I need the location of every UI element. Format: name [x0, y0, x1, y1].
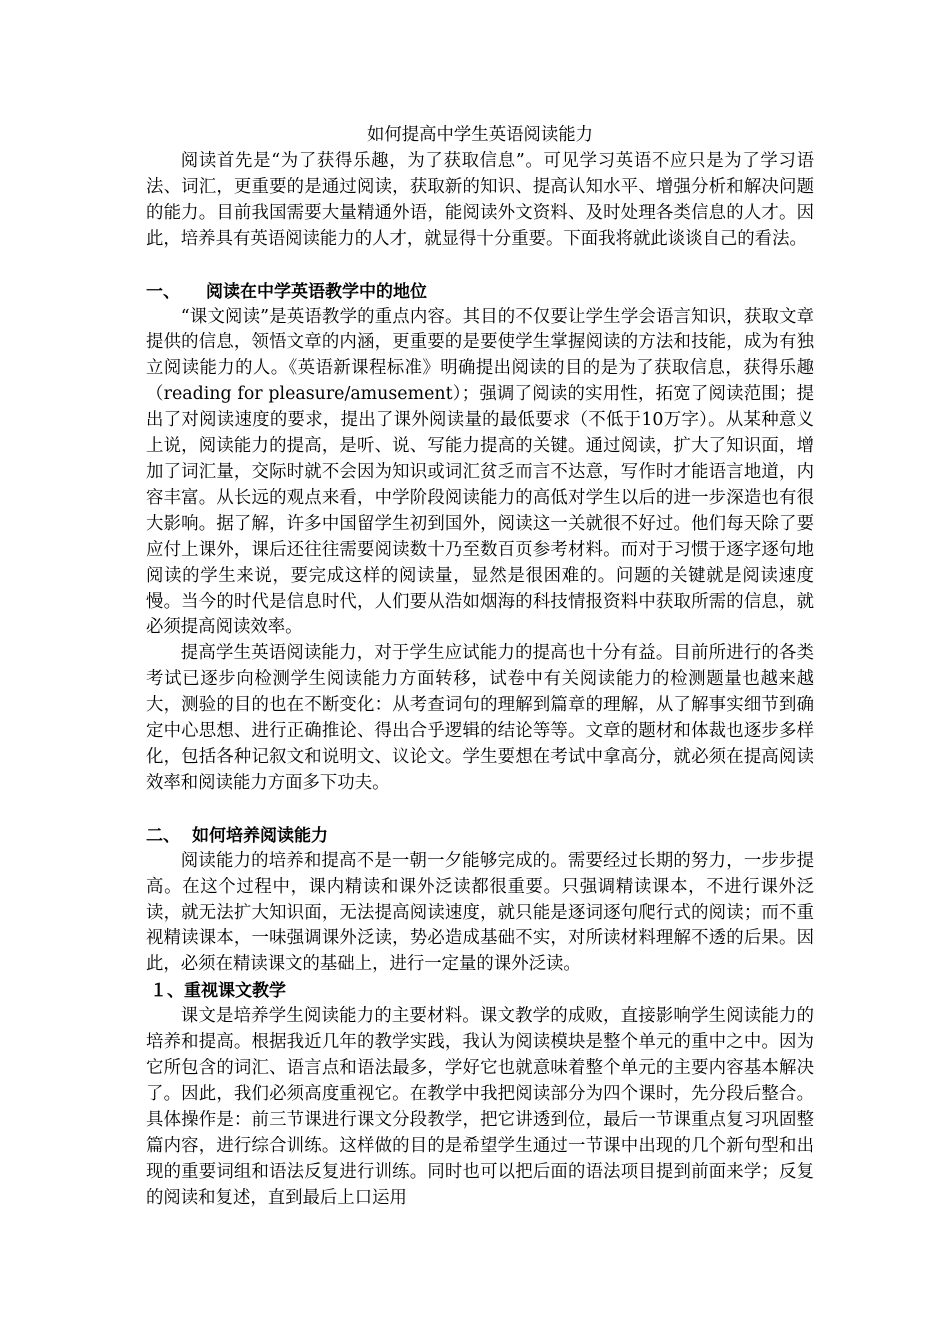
spacer [146, 797, 814, 823]
section-1-number: 一、 [146, 281, 180, 302]
section-2-paragraph-1: 阅读能力的培养和提高不是一朝一夕能够完成的。需要经过长期的努力，一步步提高。在这个过程中，课内精读和课外泛读都很重要。只强调精读课本，不进行课外泛读，就无法扩大知识面，无法提高阅读速度，就只能是逐词逐句爬行式的阅读；而不重视精读课本，一味强调课外泛读，势必造成基础不实，对所读材料理解不透的后果。因此，必须在精读课文的基础上，进行一定量的课外泛读。 [146, 850, 814, 975]
intro-paragraph: 阅读首先是“为了获得乐趣，为了获取信息”。可见学习英语不应只是为了学习语法、词汇，更重要的是通过阅读，获取新的知识、提高认知水平、增强分析和解决问题的能力。目前我国需要大量精通外语，能阅读外文资料、及时处理各类信息的人才。因此，培养具有英语阅读能力的人才，就显得十分重要。下面我将就此谈谈自己的看法。 [146, 150, 814, 249]
subsection-1-paragraph-1: 课文是培养学生阅读能力的主要材料。课文教学的成败，直接影响学生阅读能力的培养和提高。根据我近几年的教学实践，我认为阅读模块是整个单元的重中之中。因为它所包含的词汇、语言点和语法最多，学好它也就意味着整个单元的主要内容基本解决了。因此，我们必须高度重视它。在教学中我把阅读部分为四个课时，先分段后整合。具体操作是：前三节课进行课文分段教学，把它讲透到位，最后一节课重点复习巩固整篇内容，进行综合训练。这样做的目的是希望学生通过一节课中出现的几个新句型和出现的重要词组和语法反复进行训练。同时也可以把后面的语法项目提到前面来学；反复的阅读和复述，直到最后上口运用 [146, 1006, 814, 1208]
document-page [146, 123, 814, 1212]
section-1-title: 阅读在中学英语教学中的地位 [206, 281, 427, 302]
subsection-1-heading: １、重视课文教学 [150, 981, 286, 1002]
section-2-heading [146, 823, 814, 849]
section-2-number: 二、 [146, 825, 180, 846]
section-1-paragraph-2: 提高学生英语阅读能力，对于学生应试能力的提高也十分有益。目前所进行的各类考试已逐步向检测学生阅读能力方面转移，试卷中有关阅读能力的检测题量也越来越大，测验的目的也在不断变化：从考查词句的理解到篇章的理解，从了解事实细节到确定中心思想、进行正确推论、得出合乎逻辑的结论等等。文章的题材和体裁也逐步多样化，包括各种记叙文和说明文、议论文。学生要想在考试中拿高分，就必须在提高阅读效率和阅读能力方面多下功夫。 [146, 643, 814, 793]
section-1-paragraph-1: “课文阅读”是英语教学的重点内容。其目的不仅要让学生学会语言知识，获取文章提供的信息，领悟文章的内涵，更重要的是要使学生掌握阅读的方法和技能，成为有独立阅读能力的人。《英语新课程标准》明确提出阅读的目的是为了获取信息，获得乐趣（reading for pleasure/amusement）；强调了阅读的实用性，拓宽了阅读范围；提出了对阅读速度的要求，提出了课外阅读量的最低要求（不低于10万字）。从某种意义上说，阅读能力的提高，是听、说、写能力提高的关键。通过阅读，扩大了知识面，增加了词汇量，交际时就不会因为知识或词汇贫乏而言不达意，写作时才能语言地道，内容丰富。从长远的观点来看，中学阶段阅读能力的高低对学生以后的进一步深造也有很大影响。据了解，许多中国留学生初到国外，阅读这一关就很不好过。他们每天除了要应付上课外，课后还往往需要阅读数十乃至数百页参考材料。而对于习惯于逐字逐句地阅读的学生来说，要完成这样的阅读量，显然是很困难的。问题的关键就是阅读速度慢。当今的时代是信息时代，人们要从浩如烟海的科技情报资料中获取所需的信息，就必须提高阅读效率。 [146, 306, 814, 638]
section-1-heading [146, 279, 814, 305]
section-2-title: 如何培养阅读能力 [192, 825, 328, 846]
spacer [146, 253, 814, 279]
document-title: 如何提高中学生英语阅读能力 [366, 125, 594, 145]
